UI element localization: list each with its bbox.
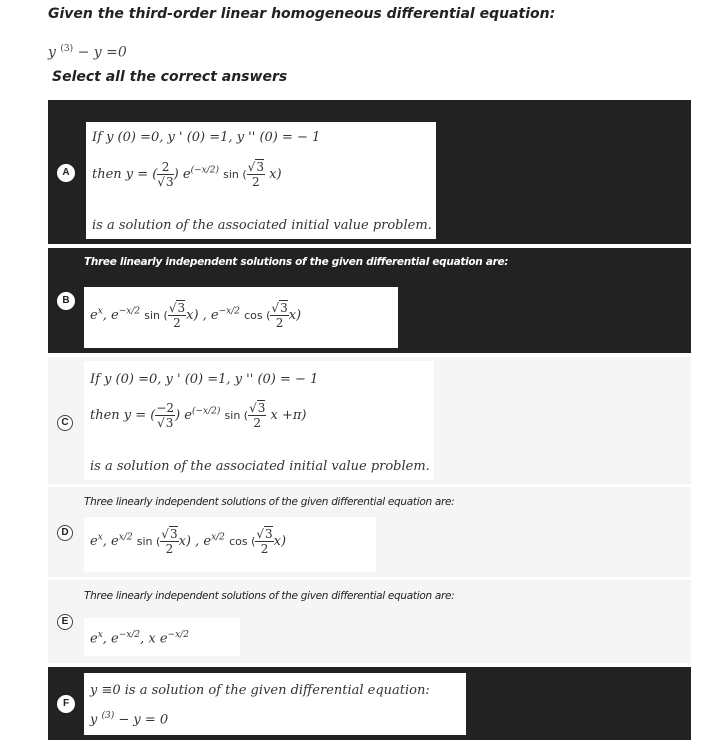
- option-b-math: [84, 287, 398, 348]
- option-d-solutions: $e^x$, $e^{x/2}$ sin ( $\frac{√3}{2}$ x) , $e^{x/2}$ cos ( $\frac{√3}{2}$ x): [90, 527, 287, 556]
- option-c-condition: If y (0) =0, y ' (0) =1, y '' (0) = − 1: [90, 372, 319, 387]
- option-a-math: [86, 122, 436, 239]
- option-a-condition: If y (0) =0, y ' (0) =1, y '' (0) = − 1: [92, 130, 321, 145]
- option-f-statement: y ≡0 is a solution of the given differential equation:: [90, 683, 430, 698]
- option-e-caption: Three linearly independent solutions of the given differential equation are:: [84, 590, 455, 602]
- option-c-math: [84, 361, 434, 480]
- option-e-math: [84, 618, 240, 656]
- option-a-conclusion: is a solution of the associated initial value problem.: [92, 218, 432, 233]
- option-d[interactable]: [48, 487, 691, 577]
- option-a[interactable]: [48, 100, 691, 244]
- option-c[interactable]: [48, 357, 691, 484]
- option-b-badge[interactable]: B: [57, 292, 75, 310]
- option-d-caption: Three linearly independent solutions of the given differential equation are:: [84, 496, 455, 508]
- option-e[interactable]: [48, 580, 691, 663]
- option-d-math: [84, 517, 376, 572]
- option-b[interactable]: [48, 248, 691, 353]
- option-e-solutions: $e^x$, $e^{-x/2}$, x $e^{-x/2}$: [90, 630, 189, 647]
- option-f[interactable]: [48, 667, 691, 740]
- option-d-badge[interactable]: D: [57, 525, 73, 541]
- option-a-solution: then y = ( $\frac{2}{√3}$ ) $e^{(-x/2)}$ sin ( $\frac{√3}{2}$ x): [92, 160, 282, 189]
- option-b-caption: Three linearly independent solutions of the given differential equation are:: [84, 256, 509, 268]
- option-a-badge[interactable]: A: [57, 164, 75, 182]
- option-c-conclusion: is a solution of the associated initial value problem.: [90, 459, 430, 474]
- option-e-badge[interactable]: E: [57, 614, 73, 630]
- option-f-badge[interactable]: F: [57, 695, 75, 713]
- question-instruction: Select all the correct answers: [52, 69, 288, 85]
- question-equation: y $^{(3)}$ − y =0: [48, 44, 127, 61]
- option-c-badge[interactable]: C: [57, 415, 73, 431]
- option-f-equation: y $^{(3)}$ − y = 0: [90, 711, 169, 728]
- option-c-solution: then y = ( $\frac{-2}{√3}$ ) $e^{(-x/2)}$ sin ( $\frac{√3}{2}$ x +π): [90, 401, 307, 430]
- option-b-solutions: $e^x$, $e^{-x/2}$ sin ( $\frac{√3}{2}$ x) , $e^{-x/2}$ cos ( $\frac{√3}{2}$ x): [90, 301, 302, 330]
- option-f-math: [84, 673, 466, 735]
- question-title: Given the third-order linear homogeneous differential equation:: [48, 6, 556, 22]
